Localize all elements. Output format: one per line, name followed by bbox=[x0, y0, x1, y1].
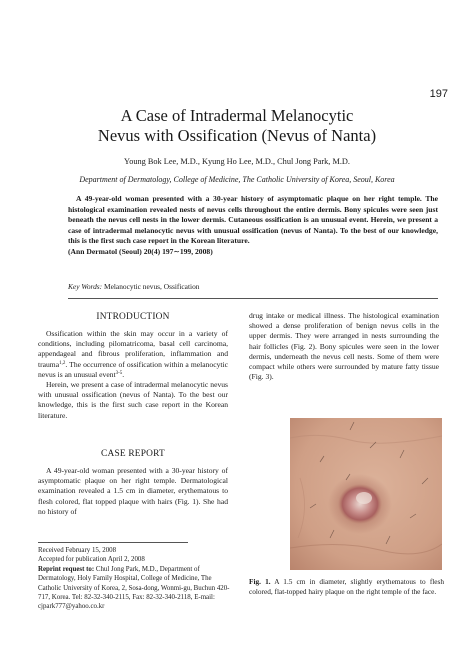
keywords-text: Melanocytic nevus, Ossification bbox=[104, 282, 200, 291]
author-list: Young Bok Lee, M.D., Kyung Ho Lee, M.D., Chul Jong Park, M.D. bbox=[124, 157, 350, 166]
footnote-divider bbox=[38, 542, 188, 543]
footnotes bbox=[38, 546, 233, 612]
introduction-paragraph-1: Ossification within the skin may occur in a variety of conditions, including pilomatricoma, basal cell carcinoma, appendageal and fibrous proliferation, inflammation and trauma$^{1,2}$. The occurrence of ossification within a melanocytic nevus is an unusual event$^{3-5}$. bbox=[38, 329, 228, 379]
introduction-body bbox=[38, 329, 228, 421]
case-report-body bbox=[38, 466, 228, 517]
introduction-heading: INTRODUCTION bbox=[96, 312, 170, 322]
received-date: Received February 15, 2008 bbox=[38, 547, 117, 554]
case-report-paragraph-1: A 49-year-old woman presented with a 30-year history of asymptomatic plaque on her right temple. Dermatological examination revealed a 1.5 cm in diameter, erythematous to flesh colored, flat topped plaque with hairs (Fig. 1). She had no history of bbox=[38, 466, 228, 516]
keywords bbox=[68, 282, 199, 291]
introduction-paragraph-2: Herein, we present a case of intradermal melanocytic nevus with unusual ossification (nevus of Nanta). To the best our knowledge, this is the first such case report in the Korean literature. bbox=[38, 380, 228, 420]
figure-caption bbox=[249, 577, 444, 597]
skin-lesion-image bbox=[290, 418, 442, 570]
title-line-1: A Case of Intradermal Melanocytic bbox=[120, 106, 354, 125]
figure-caption-text: A 1.5 cm in diameter, slightly erythematous to flesh colored, flat-topped hairy plaque on the right temple of the face. bbox=[249, 577, 445, 596]
page-number: 197 bbox=[429, 88, 448, 100]
case-report-heading: CASE REPORT bbox=[101, 449, 165, 459]
affiliation: Department of Dermatology, College of Medicine, The Catholic University of Korea, Seoul, Korea bbox=[79, 175, 395, 184]
right-column-body bbox=[249, 311, 439, 382]
citation: (Ann Dermatol (Seoul) 20(4) 197∼199, 2008) bbox=[68, 246, 213, 256]
accepted-date: Accepted for publication April 2, 2008 bbox=[38, 556, 145, 564]
right-paragraph-1: drug intake or medical illness. The histological examination showed a dense proliferation of benign nevus cells in the upper dermis. They were arranged in nests surrounding the hair follicles (Fig. 2). Bony spicules were seen in the lower dermis, underneath the nevus cell nests. Some of them were compact while others were surrounded by mature fatty tissue (Fig. 3). bbox=[249, 311, 439, 382]
abstract bbox=[68, 194, 438, 258]
reprint-request: Reprint request to: Chul Jong Park, M.D., Department of Dermatology, Holy Family Hospital, College of Medicine, The Catholic University of Korea, 2, Sosa-dong, Wonmi-gu, Buchun 420-717, Korea. Tel: 82-32-340-2115, Fax: 82-32-340-2118, E-mail: cjpark777@yahoo.co.kr bbox=[38, 565, 230, 611]
section-divider bbox=[68, 298, 438, 299]
clinical-photo bbox=[290, 418, 442, 570]
figure-label: Fig. 1. bbox=[249, 577, 271, 586]
keywords-label: Key Words: bbox=[68, 282, 103, 291]
article-title bbox=[0, 106, 474, 146]
abstract-text: A 49-year-old woman presented with a 30-year history of asymptomatic plaque on her right temple. The histological examination revealed nests of nevus cells throughout the entire dermis. Bony spicules were seen just beneath the nevus cell nests in the lower dermis. Cutaneous ossification is an unusual event. Herein, we present a case of intradermal melanocytic nevus with unusual ossification (nevus of Nanta). To the best of our knowledge, this is the first such case report in the Korean literature. bbox=[68, 194, 438, 246]
title-line-2: Nevus with Ossification (Nevus of Nanta) bbox=[97, 126, 377, 145]
